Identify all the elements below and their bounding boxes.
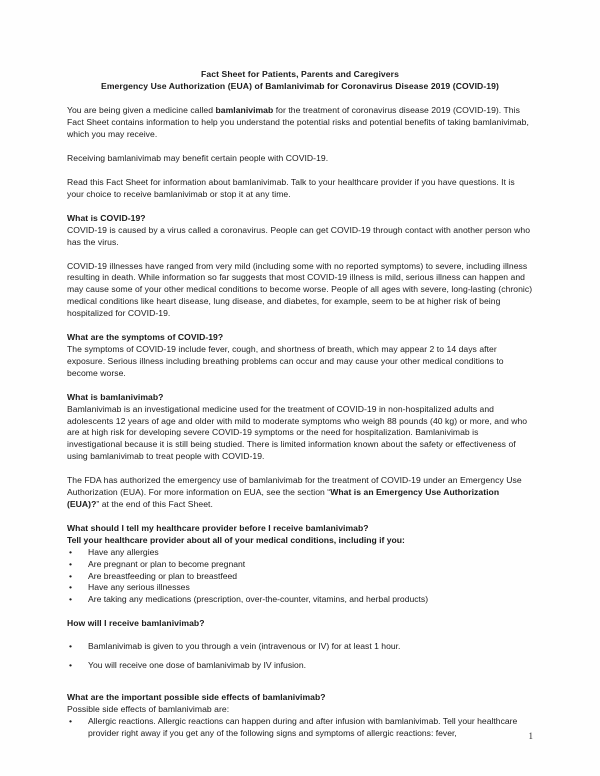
list-item-text: Are pregnant or plan to become pregnant <box>88 558 246 569</box>
bullet-icon: • <box>69 660 73 671</box>
spacer <box>67 201 533 213</box>
bullet-icon: • <box>69 594 73 605</box>
section-heading-covid19: What is COVID-19? <box>67 212 146 223</box>
intro-paragraph-2: Receiving bamlanivimab may benefit certain people with COVID-19. <box>67 153 329 164</box>
spacer <box>67 165 533 177</box>
section-symptoms-paragraph-1: The symptoms of COVID-19 include fever, cough, and shortness of breath, which may appear 2 to 14 days after exposure. Serious illness including breathing problems can occur and may cause your other medical conditions to become worse. <box>67 344 504 378</box>
bullet-icon: • <box>69 715 73 726</box>
receive-method-list <box>67 641 533 672</box>
section-heading-tell-provider: What should I tell my healthcare provider before I receive bamlanivimab? <box>67 522 369 533</box>
spacer <box>67 92 533 105</box>
list-item <box>67 660 533 672</box>
section-heading-side-effects: What are the important possible side effects of bamlanivimab? <box>67 691 326 702</box>
document-body <box>67 68 533 740</box>
list-item <box>67 559 533 571</box>
spacer <box>67 606 533 618</box>
list-item-text: Are taking any medications (prescription, over-the-counter, vitamins, and herbal products) <box>88 594 429 605</box>
bullet-icon: • <box>69 558 73 569</box>
eua-text-before: The FDA has authorized the emergency use of bamlanivimab for the treatment of COVID-19 under an Emergency Use Authorization (EUA). For more information on EUA, see the section “ <box>67 475 522 498</box>
spacer <box>67 320 533 332</box>
spacer <box>67 679 533 692</box>
eua-text-after: ” at the end of this Fact Sheet. <box>96 498 213 509</box>
list-item <box>67 582 533 594</box>
list-item-text: Are breastfeeding or plan to breastfeed <box>88 570 238 581</box>
intro-p1-after: for the treatment of coronavirus disease 2019 (COVID-19). This Fact Sheet contains information to help you understand the potential risks and potential benefits of taking bamlanivimab, which you may receive. <box>67 105 529 140</box>
spacer <box>67 141 533 153</box>
bullet-icon: • <box>69 641 73 652</box>
intro-paragraph-3: Read this Fact Sheet for information about bamlanivimab. Talk to your healthcare provider if you have questions. It is your choice to receive bamlanivimab or stop it at any time. <box>67 177 515 199</box>
section-bamlanivimab-paragraph-1: Bamlanivimab is an investigational medicine used for the treatment of COVID-19 in non-hospitalized adults and adolescents 12 years of age and older with mild to moderate symptoms who weigh 88 pounds (40 kg) or more, and who are at high risk for developing severe COVID-19 symptoms or the need for hospitalization. Bamlanivimab is investigational because it is still being studied. There is limited information known about the safety or effectiveness of using bamlanivimab to treat people with COVID-19. <box>67 403 528 462</box>
list-item-text: Bamlanivimab is given to you through a vein (intravenous or IV) for at least 1 hour. <box>88 641 401 652</box>
intro-p1-before: You are being given a medicine called <box>67 105 216 116</box>
list-item <box>67 547 533 559</box>
list-item <box>67 641 533 653</box>
eua-section-reference-bold: What is an Emergency Use Authorization (EUA)? <box>67 487 500 509</box>
bullet-icon: • <box>69 582 73 593</box>
title-line-2: Emergency Use Authorization (EUA) of Bamlanivimab for Coronavirus Disease 2019 (COVID-19) <box>101 81 499 92</box>
list-item-text: You will receive one dose of bamlanivimab by IV infusion. <box>88 660 306 671</box>
document-title <box>67 68 533 92</box>
spacer <box>67 463 533 475</box>
spacer <box>67 249 533 261</box>
drug-name-bold: bamlanivimab <box>215 105 274 116</box>
list-item <box>67 571 533 583</box>
section-covid19-paragraph-1: COVID-19 is caused by a virus called a coronavirus. People can get COVID-19 through contact with another person who has the virus. <box>67 224 531 247</box>
eua-paragraph <box>67 475 533 511</box>
list-item-text: Have any allergies <box>88 546 159 557</box>
title-line-1: Fact Sheet for Patients, Parents and Caregivers <box>201 69 399 79</box>
bullet-icon: • <box>69 570 73 581</box>
list-item-text: Have any serious illnesses <box>88 582 190 593</box>
spacer <box>67 630 533 641</box>
bullet-icon: • <box>69 546 73 557</box>
page-number: 1 <box>528 731 533 741</box>
provider-subheading: Tell your healthcare provider about all of your medical conditions, including if you: <box>67 534 405 545</box>
spacer <box>67 380 533 392</box>
list-item <box>67 594 533 606</box>
section-covid19-paragraph-2: COVID-19 illnesses have ranged from very mild (including some with no reported symptoms) to severe, including illness resulting in death. While information so far suggests that most COVID-19 illness is mild, serious illness can happen and may cause some of your other medical conditions to become worse. People of all ages with severe, long-lasting (chronic) medical conditions like heart disease, lung disease, and diabetes, for example, seem to be at higher risk of being hospitalized for COVID-19. <box>67 260 533 319</box>
provider-conditions-list <box>67 547 533 607</box>
spacer <box>67 511 533 523</box>
section-heading-how-receive: How will I receive bamlanivimab? <box>67 618 205 629</box>
list-item-text: Allergic reactions. Allergic reactions can happen during and after infusion with bamlanivimab. Tell your healthcare provider right away if you get any of the following signs and symptoms of allergic reactions: fever, <box>88 715 518 738</box>
side-effects-intro: Possible side effects of bamlanivimab are: <box>67 703 230 714</box>
section-heading-what-is-bamlanivimab: What is bamlanivimab? <box>67 391 164 402</box>
intro-paragraph-1 <box>67 105 533 141</box>
section-heading-symptoms: What are the symptoms of COVID-19? <box>67 332 224 343</box>
